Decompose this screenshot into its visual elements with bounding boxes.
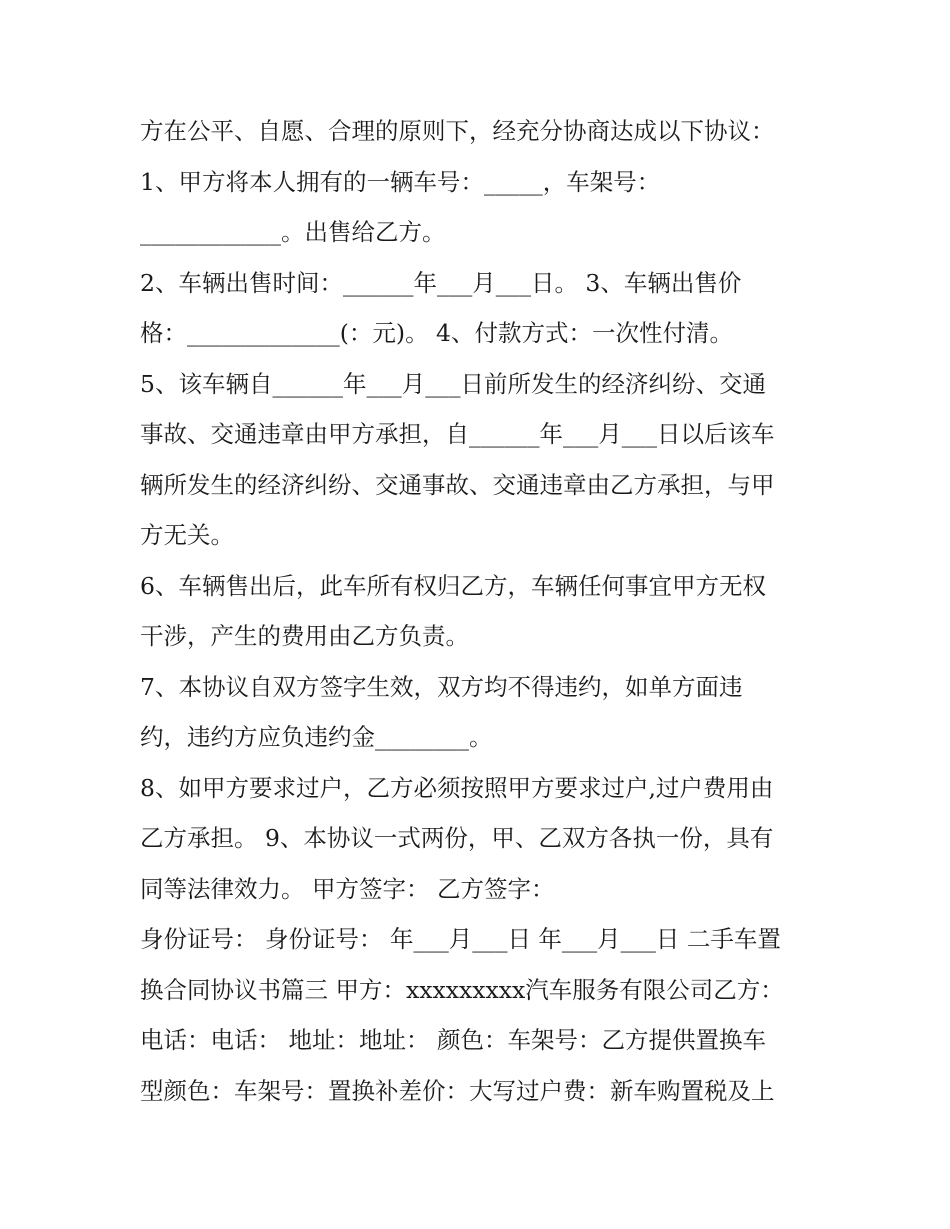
text-line: 1、甲方将本人拥有的一辆车号：_____，车架号： bbox=[140, 168, 661, 196]
text-line: 7、本协议自双方签字生效，双方均不得违约，如单方面违 bbox=[140, 673, 743, 701]
text-line: 乙方承担。 9、本协议一式两份，甲、乙双方各执一份，具有 bbox=[140, 824, 774, 852]
text-line: 事故、交通违章由甲方承担，自______年___月___日以后该车 bbox=[140, 420, 775, 448]
text-line: 电话：电话： 地址：地址： 颜色：车架号：乙方提供置换车 bbox=[140, 1026, 766, 1054]
text-line: 换合同协议书篇三 甲方：xxxxxxxxx汽车服务有限公司乙方： bbox=[140, 976, 784, 1004]
text-line: 干涉，产生的费用由乙方负责。 bbox=[140, 622, 469, 650]
text-line: 身份证号： 身份证号： 年___月___日 年___月___日 二手车置 bbox=[140, 925, 781, 953]
text-line: 方无关。 bbox=[140, 521, 234, 549]
text-line: 方在公平、自愿、合理的原则下，经充分协商达成以下协议： bbox=[140, 117, 775, 145]
text-line: 5、该车辆自______年___月___日前所发生的经济纠纷、交通 bbox=[140, 370, 766, 398]
text-line: 同等法律效力。 甲方签字： 乙方签字： bbox=[140, 875, 555, 903]
text-line: 8、如甲方要求过户，乙方必须按照甲方要求过户,过户费用由 bbox=[140, 774, 774, 802]
text-line: ____________。出售给乙方。 bbox=[140, 218, 446, 246]
text-line: 2、车辆出售时间：______年___月___日。 3、车辆出售价 bbox=[140, 269, 742, 297]
text-line: 型颜色：车架号：置换补差价：大写过户费：新车购置税及上 bbox=[140, 1077, 775, 1105]
text-line: 格：_____________(：元)。 4、付款方式：一次性付清。 bbox=[140, 319, 734, 347]
text-line: 6、车辆售出后，此车所有权归乙方，车辆任何事宜甲方无权 bbox=[140, 572, 766, 600]
text-line: 约，违约方应负违约金________。 bbox=[140, 723, 493, 751]
text-line: 辆所发生的经济纠纷、交通事故、交通违章由乙方承担，与甲 bbox=[140, 471, 775, 499]
